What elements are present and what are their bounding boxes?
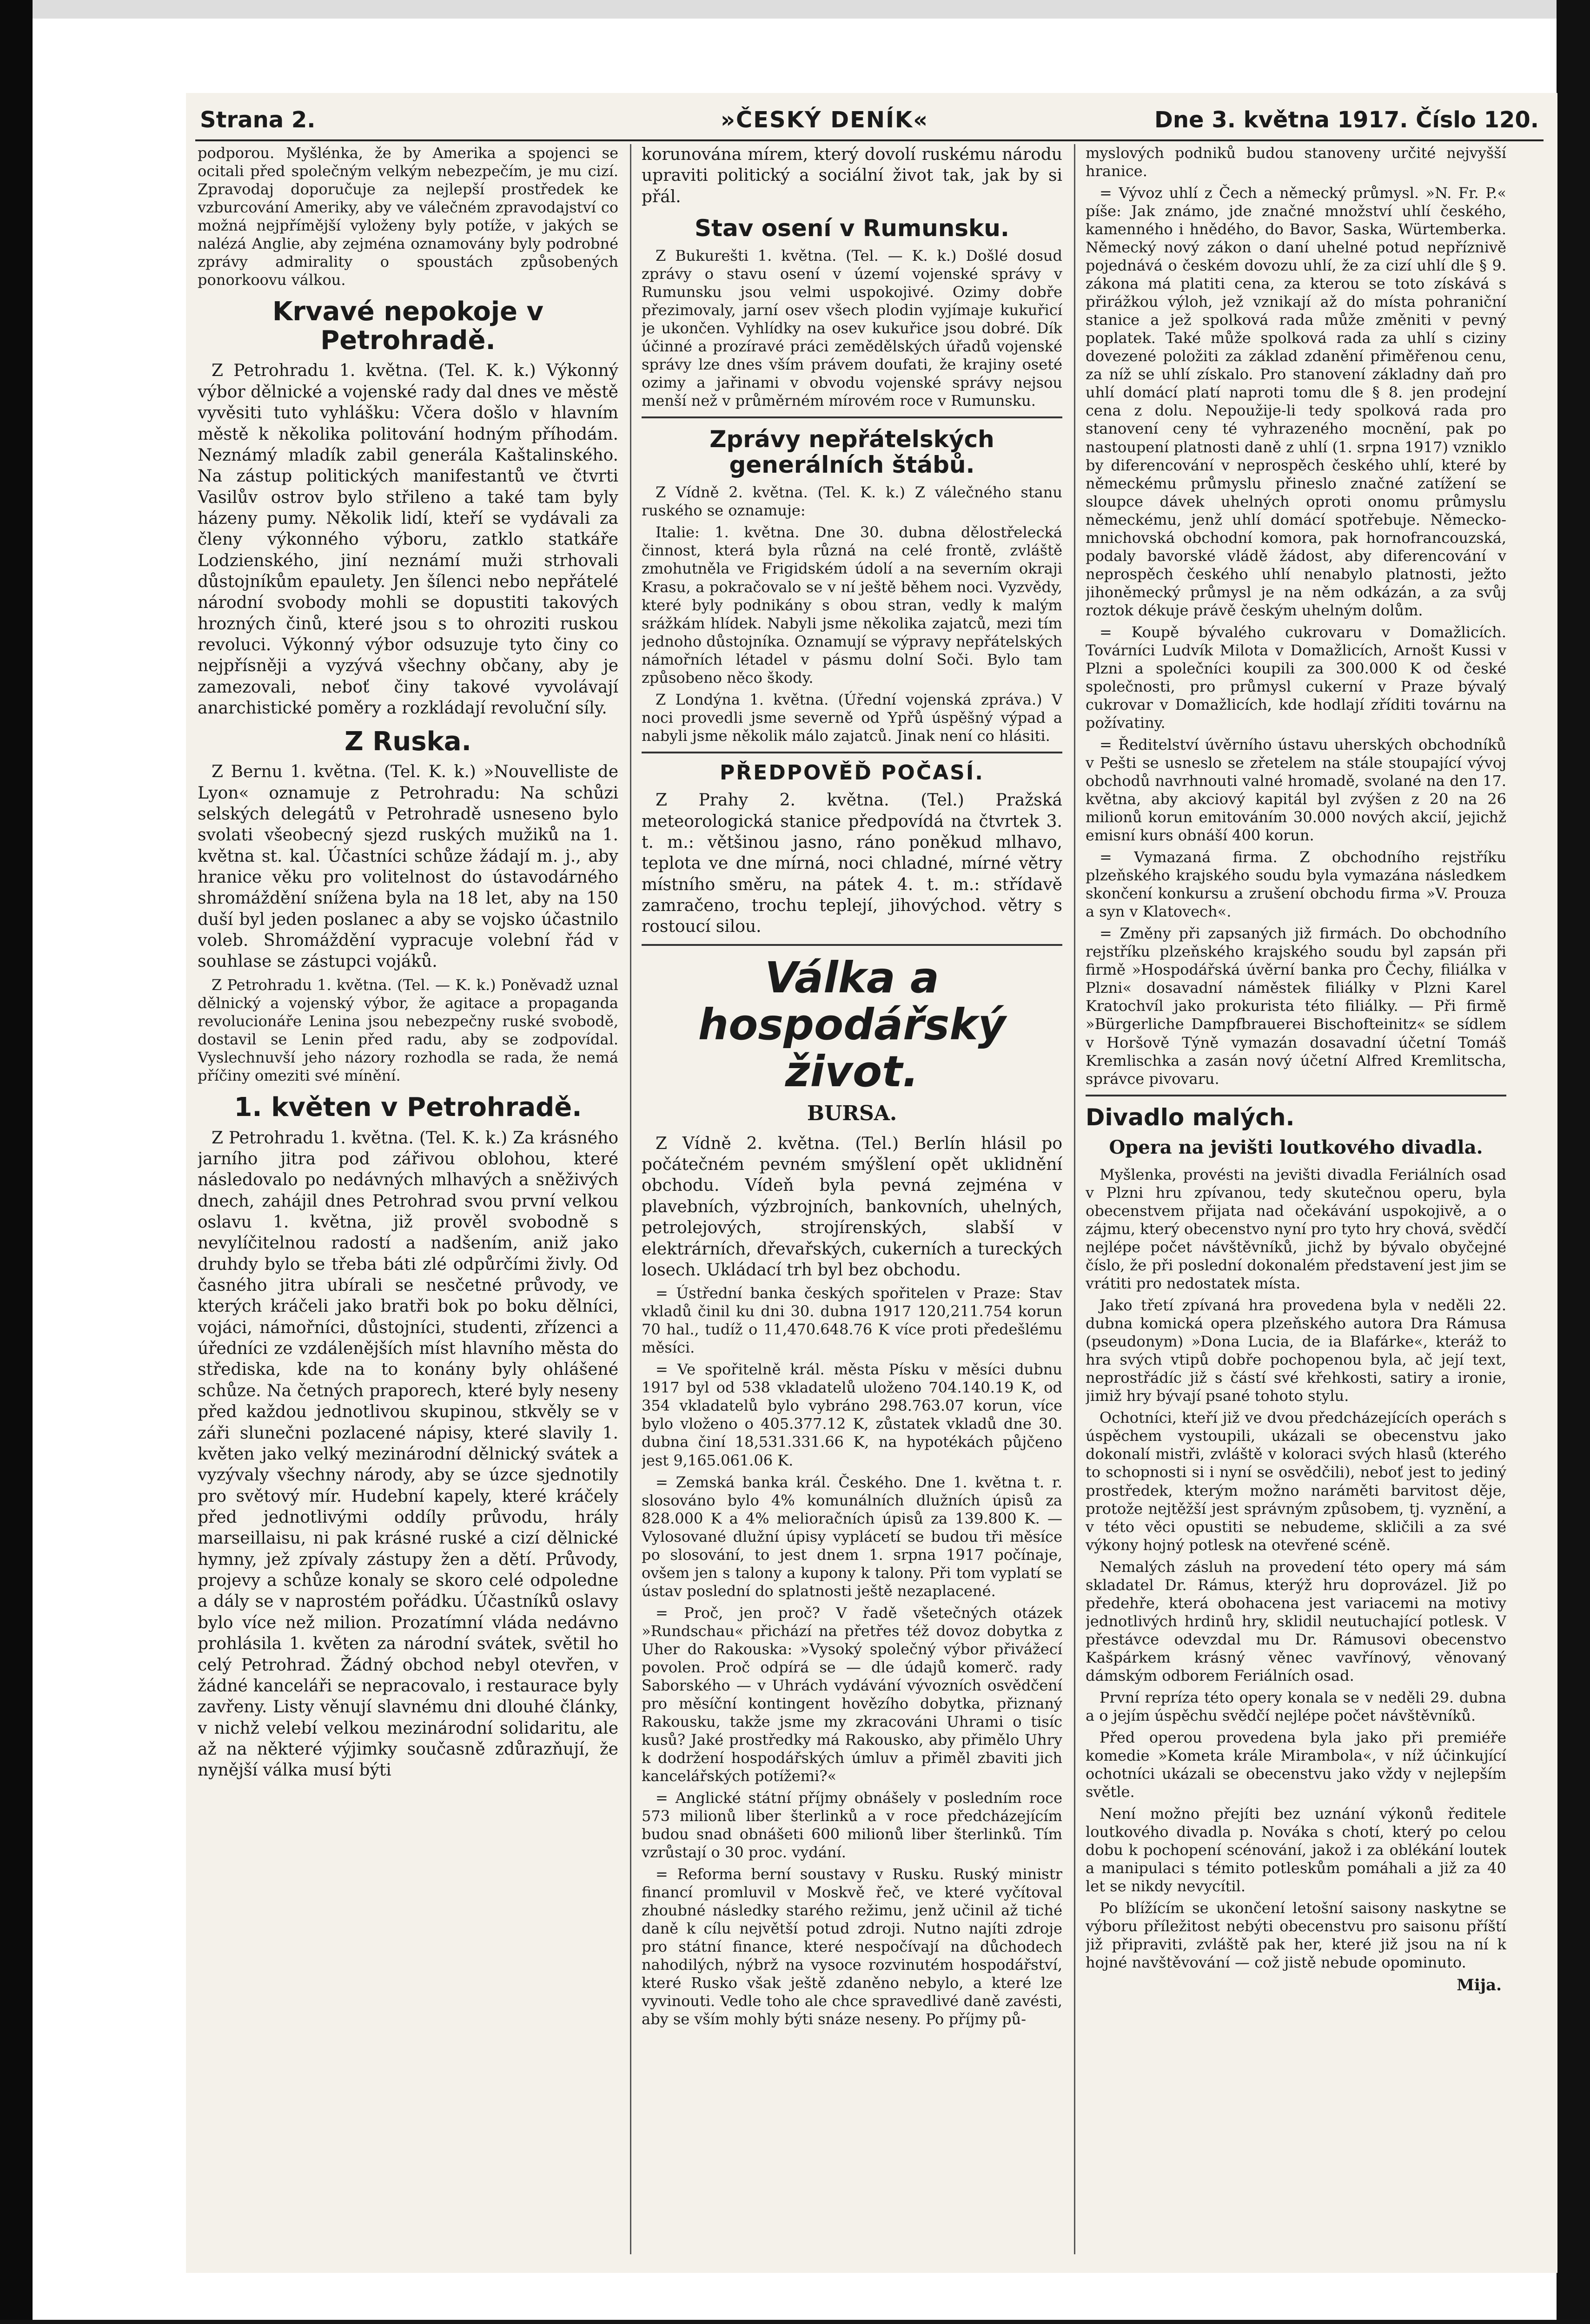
page-header <box>186 107 1557 139</box>
section-rule <box>642 416 1062 418</box>
scan-edge-bottom <box>0 2320 1590 2324</box>
header-rule <box>195 139 1544 141</box>
article-paragraph: Ochotníci, kteří již ve dvou předcházejících operách s úspěchem vystoupili, ukázali se obecenstvu jako dokonalí mistři, zvláště v koloraci svých hlasů (kterého to schopnosti si i nyní se osvědčili), neboť jest to jediný prostředek, kterým možno naráměti barvitost děje, protože nejtěžší jest správným způsobem, tj. vyznění, a v této věci opustiti se nebudeme, skličili a za své výkony hojný potlesk na otevřené scéně. <box>1086 1409 1506 1554</box>
article-paragraph: Z Vídně 2. května. (Tel. K. k.) Z válečného stanu ruského se oznamuje: <box>642 483 1062 520</box>
headline-1-kveten: 1. květen v Petrohradě. <box>234 1092 582 1122</box>
headline-zpravy-stabu: Zprávy nepřátelských generálních štábů. <box>709 426 994 479</box>
headline-predpoved-pocasi: PŘEDPOVĚĎ POČASÍ. <box>720 760 984 785</box>
article-paragraph: korunována mírem, který dovolí ruskému národu upraviti politický a sociální život tak, jak by si přál. <box>642 145 1062 206</box>
scan-edge-top <box>0 0 1590 19</box>
article-paragraph: Jako třetí zpívaná hra provedena byla v neděli 22. dubna komická opera plzeňského autora Dra Rámusa (pseudonym) »Dona Lucia, de ia Blafárke«, kteráž to hra svých vtipů dobře pochopenou byla, ač její text, neprostřádíc již s částí své křehkosti, satiry a ironie, jimiž hry bývají psané tohoto stylu. <box>1086 1296 1506 1405</box>
article-paragraph: = Vývoz uhlí z Čech a německý průmysl. »N. Fr. P.« píše: Jak známo, jde značné množství uhlí českého, kamenného i hnědého, do Bavor, Saska, Würtemberka. Německý nový zákon o daní uhelné potud nepříznivě pojednává o českém dovozu uhlí, že za cizí uhlí dle § 9. zákona má platiti cena, za kterou se toto získává s přirážkou výloh, jež vznikají až do místa pohraniční stanice a jež spolková rada může změniti v pevný poplatek. Také může spolková rada za uhlí s ciziny dovezené položiti za základ zdanění přiměřenou cenu, za níž se uhlí získalo. Pro stanovení základny daň pro uhlí domácí platí naproti tomu dle § 8. jen prodejní cena z dolu. Nepoužije-li tedy spolková rada pro stanovení ceny té vyhrazeného mocnění, pak po nastoupení platnosti daně z uhlí (1. srpna 1917) vzniklo by diferencování v neprospěch českého uhlí, které by německému průmyslu přineslo značné zatížení se sloupce dávek uhelných oproti onomu průmyslu německému, jenž uhlí domácí spotřebuje. Německo-mnichovská obchodní komora, pak hornofrancouzská, podaly bavorské vládě žádost, aby diferencování v neprospěch českého uhlí nenabylo platnosti, ježto jihoněmecký průmysl je na něm odkázán, a za svůj roztok dékuje právě českým uhelným dolům. <box>1086 184 1506 619</box>
article-paragraph: První repríza této opery konala se v neděli 29. dubna a o jejím úspěchu svědčí nejlépe počet návštěvníků. <box>1086 1688 1506 1724</box>
article-paragraph: Před operou provedena byla jako při premiéře komedie »Kometa krále Mirambola«, v níž účinkující ochotníci ukázali se obecenstvu jako vždy v nejlepším světle. <box>1086 1728 1506 1801</box>
article-paragraph: = Ústřední banka českých spořitelen v Praze: Stav vkladů činil ku dni 30. dubna 1917 120,211.754 korun 70 hal., tudíž o 11,470.648.76 K více proti předešlému měsíci. <box>642 1284 1062 1357</box>
article-paragraph: Italie: 1. května. Dne 30. dubna dělostřelecká činnost, která byla různá na celé frontě, zvláště zmohutněla ve Frigidském údolí a na severním okraji Krasu, a pokračovalo se v ní ještě během noci. Vyzvědy, které byly podnikány s obou stran, vedly k malým srážkám hlídek. Nabyli jsme několika zajatců, mezi tím jednoho důstojníka. Oznamují se výpravy nepřátelských námořních létadel v pásmu dolní Soči. Bylo tam způsobeno něco škody. <box>642 523 1062 687</box>
article-paragraph: Není možno přejíti bez uznání výkonů ředitele loutkového divadla p. Nováka s chotí, který po celou dobu k pochopení scénování, jakož i za oblékání loutek a manipulaci s témito potleskům pomáhali a již za 40 let se nikdy nevycítil. <box>1086 1805 1506 1895</box>
article-paragraph: = Ve spořitelně král. města Písku v měsíci dubnu 1917 byl od 538 vkladatelů uloženo 704.140.19 K, od 354 vkladatelů bylo vybráno 298.763.07 korun, více bylo vloženo o 405.377.12 K, zůstatek vkladů dne 30. dubna činí 18,531.331.66 K, na hypotékách půjčeno jest 9,165.061.06 K. <box>642 1360 1062 1469</box>
scan-edge-right <box>1557 0 1590 2324</box>
article-paragraph: myslových podniků budou stanoveny určité nejvyšší hranice. <box>1086 144 1506 180</box>
section-rule <box>642 752 1062 753</box>
column-divider-1 <box>630 144 631 2254</box>
article-paragraph: Po blížícím se ukončení letošní saisony naskytne se výboru příležitost nebýti obecenstvu pro saisonu příští již připraviti, zvláště pak her, které již jsou na ní k hojné navštěvování — což jistě nebude opominuto. <box>1086 1899 1506 1972</box>
headline-stav-oseni: Stav osení v Rumunsku. <box>695 215 1009 242</box>
article-paragraph: = Vymazaná firma. Z obchodního rejstříku plzeňského krajského soudu byla vymazána následkem skončení konkursu a zrušení obchodu firma »V. Prouza a syn v Klatovech«. <box>1086 848 1506 921</box>
article-paragraph: = Anglické státní příjmy obnášely v posledním roce 573 milionů liber šterlinků a v roce předcházejícím budou snad obnášeti 600 milionů liber šterlinků. Tím vzrůstají o 30 proc. vydání. <box>642 1789 1062 1862</box>
article-paragraph: = Reforma berní soustavy v Rusku. Ruský ministr financí promluvil v Moskvě řeč, ve které vyčítoval zhoubné následky starého režimu, jenž učinil až tiché daně k cílu největší potud zdroji. Nutno najíti zdroje pro státní finance, které nespočívají na důchodech nahodilých, nýbrž na vysoce rozvinutém hospodářství, které Rusko však ještě zdaněno nebylo, a které lze vyvinouti. Vedle toho ale chce spravedlivé daně zavésti, aby se vším mohly býti snáze neseny. Po příjmy pů- <box>642 1865 1062 2028</box>
article-paragraph: Nemalých zásluh na provedení této opery má sám skladatel Dr. Rámus, kterýž hru doprovázel. Již po předehře, která obohacena jest variacemi na motivy jednotlivých hrdinů hry, sklidil neutuchající potlesk. V přestávce odevzdal mu Dr. Rámusovi obecenstvo Kašpárkem krásný věnec vavřínový, věnovaný dámským odborem Feriálních osad. <box>1086 1558 1506 1684</box>
column-2 <box>642 144 1062 2245</box>
article-paragraph: Z Petrohradu 1. května. (Tel. K. k.) Výkonný výbor dělnické a vojenské rady dal dnes ve městě vyvěsiti tuto vyhlášku: Včera došlo v hlavním městě k několika politování hodným příhodám. Neznámý mladík zabil generála Kaštalinského. Na zástup politických manifestantů ve čtvrti Vasilův ostrov bylo střileno a také tam byly házeny pumy. Několik lidí, kteří se vydávali za členy výkonného výboru, zatklo statkáře Lodzienského, jiní neznámí muži strhovali důstojníkům epaulety. Jen šílenci nebo nepřátelé národní svobody mohli se dopustiti takových hrozných činů, které jsou s to ohroziti ruskou revoluci. Výkonný výbor odsuzuje tyto činy co nejpřísněji a vyzývá všechny občany, aby je zamezovali, neboť činy takové vyvolávají anarchistické poměry a rozkládají revoluční síly. <box>198 361 618 718</box>
newspaper-title: »ČESKÝ DENÍK« <box>721 107 929 133</box>
article-paragraph: Z Londýna 1. května. (Úřední vojenská zpráva.) V noci provedli jsme severně od Ypřů úspěšný výpad a nabyli jsme několik málo zajatců. Jinak není co hlásiti. <box>642 690 1062 745</box>
subheading-bursa: BURSA. <box>807 1102 897 1126</box>
article-paragraph: Myšlenka, provésti na jevišti divadla Feriálních osad v Plzni hru zpívanou, tedy skutečnou operu, byla obecenstvem přijata nad očekávání uspokojivě, a o zájmu, který obecenstvo nyní pro tyto hry chová, svědčí nejlépe počet návštěvníků, jichž by bývalo obyčejné číslo, že při poslední dokonalém představení jest jim se vrátiti pro nedostatek místa. <box>1086 1165 1506 1293</box>
article-paragraph: Z Petrohradu 1. května. (Tel. — K. k.) Poněvadž uznal dělnický a vojenský výbor, že agitace a propaganda revolucionáře Lenina jsou nebezpečny ruské svobodě, dostavil se Lenin před radu, aby se zodpovídal. Vyslechnuvší jeho názory rozhodla se rada, že nemá příčiny omeziti své mínění. <box>198 976 618 1084</box>
article-paragraph: Z Bernu 1. května. (Tel. K. k.) »Nouvelliste de Lyon« oznamuje z Petrohradu: Na schůzi selských delegátů v Petrohradě usneseno bylo svolati všeobecný sjezd ruských mužiků na 1. května st. kal. Účastníci schůze žádají m. j., aby hranice věku pro volitelnost do ústavodárného shromáždění snížena byla na 18 let, aby na 150 duší byl jeden poslanec a aby se vojsko účastnilo voleb. Shromáždění vypracuje volební řád v souhlase se zástupci vojáků. <box>198 762 618 971</box>
headline-krvave-nepokoje: Krvavé nepokoje v Petrohradě. <box>272 297 544 356</box>
section-rule <box>642 944 1062 946</box>
article-paragraph: Z Bukurešti 1. května. (Tel. — K. k.) Došlé dosud zprávy o stavu osení v území vojenské správy v Rumunsku jsou velmi uspokojivé. Ozimy dobře přezimovaly, jarní osev všech plodin vyjímaje kukuřicí je ukončen. Vyhlídky na osev kukuřice jsou dobré. Dík účinné a prozíravé práci zemědělských úřadů vojenské správy lze dnes vším právem doufati, že krajiny oseté ozimy a jařinami v obvodu vojenské správy nejsou menší než v průměrném mírovém roce v Rumunsku. <box>642 247 1062 410</box>
column-3 <box>1086 144 1506 2245</box>
author-signature: Mija. <box>1457 1976 1502 1995</box>
headline-z-ruska: Z Ruska. <box>344 726 471 757</box>
article-paragraph: = Změny při zapsaných již firmách. Do obchodního rejstříku plzeňského krajského soudu byl zapsán při firmě »Hospodářská úvěrní banka pro Čechy, filiálka v Plzni« dosavadní náměstek filiálky v Plzni Karel Kratochvíl jako prokurista této filiálky. — Při firmě »Bürgerliche Dampfbrauerei Bischofteinitz« se sídlem v Horšově Týně vymazán dosavadní účetní Tomáš Kremlischka a zasán nový účetní Alfred Kremlitscha, správce pivovaru. <box>1086 924 1506 1088</box>
article-paragraph: = Koupě bývalého cukrovaru v Domažlicích. Továrníci Ludvík Milota v Domažlicích, Arnošt Kussi v Plzni a společníci koupili za 300.000 K od české společnosti, pro průmysl cukerní v Praze bývalý cukrovar v Domažlicích, kde hodlají zříditi továrnu na požívatiny. <box>1086 623 1506 732</box>
section-rule <box>1086 1095 1506 1096</box>
issue-date: Dne 3. května 1917. Číslo 120. <box>1154 107 1539 133</box>
scan-edge-left <box>0 0 33 2324</box>
headline-divadlo-malych: Divadlo malých. <box>1086 1103 1295 1131</box>
article-paragraph: = Ředitelství úvěrního ústavu uherských obchodníků v Pešti se usneslo se zřetelem na stále stoupající vývoj obchodů navrhnouti valné hromadě, svolané na den 17. května, aby akciový kapitál byl zvýšen z 20 na 26 milionů korun emitováním 30.000 nových akcií, jejichž emisní kurs obnáší 400 korun. <box>1086 736 1506 845</box>
article-paragraph: Z Vídně 2. května. (Tel.) Berlín hlásil po počátečném pevném smýšlení opět uklidnění obchodu. Vídeň byla pevná zejména v plavebních, výzbrojních, bankovních, uhelných, petrolejových, strojírenských, slabší v elektrárních, dřevařských, cukerních a tureckých losech. Ukládací trh byl bez obchodu. <box>642 1134 1062 1280</box>
headline-valka-hospodarsky: Válka a hospodářský život. <box>698 952 1006 1097</box>
article-paragraph: = Zemská banka král. Českého. Dne 1. května t. r. slosováno bylo 4% komunálních dlužních úpisů za 828.000 K a 4% melioračních úpisů za 139.800 K. — Vylosované dlužní úpisy vyplácetí se budou tři měsíce po slosování, to jest dnem 1. srpna 1917 počínaje, ovšem jen s talony a kupony k talony. Při tom vyplatí se ústav poslední do splatnosti ještě nezaplacené. <box>642 1473 1062 1600</box>
newspaper-page <box>186 93 1557 2273</box>
subheading-opera: Opera na jevišti loutkového divadla. <box>1109 1136 1483 1158</box>
article-paragraph: = Proč, jen proč? V řadě všetečných otázek »Rundschau« přichází na přetřes též dovoz dobytka z Uher do Rakouska: »Vysoký společný výbor přivážecí povolen. Proč odpírá se — dle údajů komerč. rady Saborského — v Uhrách vydávání vývozních osvědčení pro měsíční kontingent hovězího dobytka, přiznaný Rakousku, takže jsme my zkracováni Uhrami o tisíc kusů? Jaké prostředky má Rakousko, aby přimělo Uhry k dodržení hospodářských úmluv a přiměl zbaviti jich kancelářských potížemi?« <box>642 1604 1062 1785</box>
article-paragraph: Z Prahy 2. května. (Tel.) Pražská meteorologická stanice předpovídá na čtvrtek 3. t. m.: většinou jasno, ráno poněkud mlhavo, teplota ve dne mírná, noci chladné, mírné větry místního směru, na pátek 4. t. m.: střídavě zamračeno, trochu teplejí, jihovýchod. větry s rostoucí silou. <box>642 791 1062 937</box>
article-paragraph: podporou. Myšlénka, že by Amerika a spojenci se ocitali před společným velkým nebezpečím, je mu cizí. Zpravodaj doporučuje za nejlepší prostředek ke vzburcování Ameriky, aby ve válečném zpravodajství co možná nejpřímější vyloženy byly potíže, v jakých se nalézá Anglie, aby zejména oznamovány byly podrobné zprávy admirality o spoustách způsobených ponorkoovu válkou. <box>198 144 618 289</box>
column-1 <box>198 144 618 2245</box>
page-number: Strana 2. <box>200 107 316 133</box>
article-paragraph: Z Petrohradu 1. května. (Tel. K. k.) Za krásného jarního jitra pod zářivou oblohou, které následovalo po nedávných mlhavých a sněživých dnech, zahájil dnes Petrohrad svou první velkou oslavu 1. května, již prověl svobodně s nevylíčitelnou radostí a nadšením, aniž jako druhdy bylo se třeba báti zlé odpůrčími živly. Od časného jitra ubírali se nesčetné průvody, ve kterých kráčeli jako bratři bok po boku dělníci, vojáci, námořníci, důstojníci, studenti, zřízenci a úředníci ze vzdálenějších míst hlavního města do střediska, kde na to konány byly ohlášené schůze. Na četných praporech, které byly neseny před každou jednotlivou skupinou, stkvěly se v záři slunečni pozlacené nápisy, které slavily 1. květen jako velký mezinárodní dělnický svátek a vyzývaly všechny národy, aby se úzce sjednotily pro světový mír. Hudební kapely, které kráčely před jednotlivými oddíly průvodu, hrály marseillaisu, ni pak krásné ruské a cizí dělnické hymny, jež zpívaly zástupy žen a dětí. Průvody, projevy a schůze konaly se skoro celé odpoledne a dály se v naprostém pořádku. Účastníků oslavy bylo více než milion. Prozatímní vláda nedávno prohlásila 1. květen za národní svátek, světil ho celý Petrohrad. Žádný obchod nebyl otevřen, v žádné kanceláři se nepracovalo, i restaurace byly zavřeny. Listy věnují slavnému dni dlouhé články, v nichž velebí velkou mezinárodní solidaritu, ale až na některé výjimky současně zdůrazňují, že nynější válka musí býti <box>198 1128 618 1780</box>
column-divider-2 <box>1074 144 1075 2254</box>
